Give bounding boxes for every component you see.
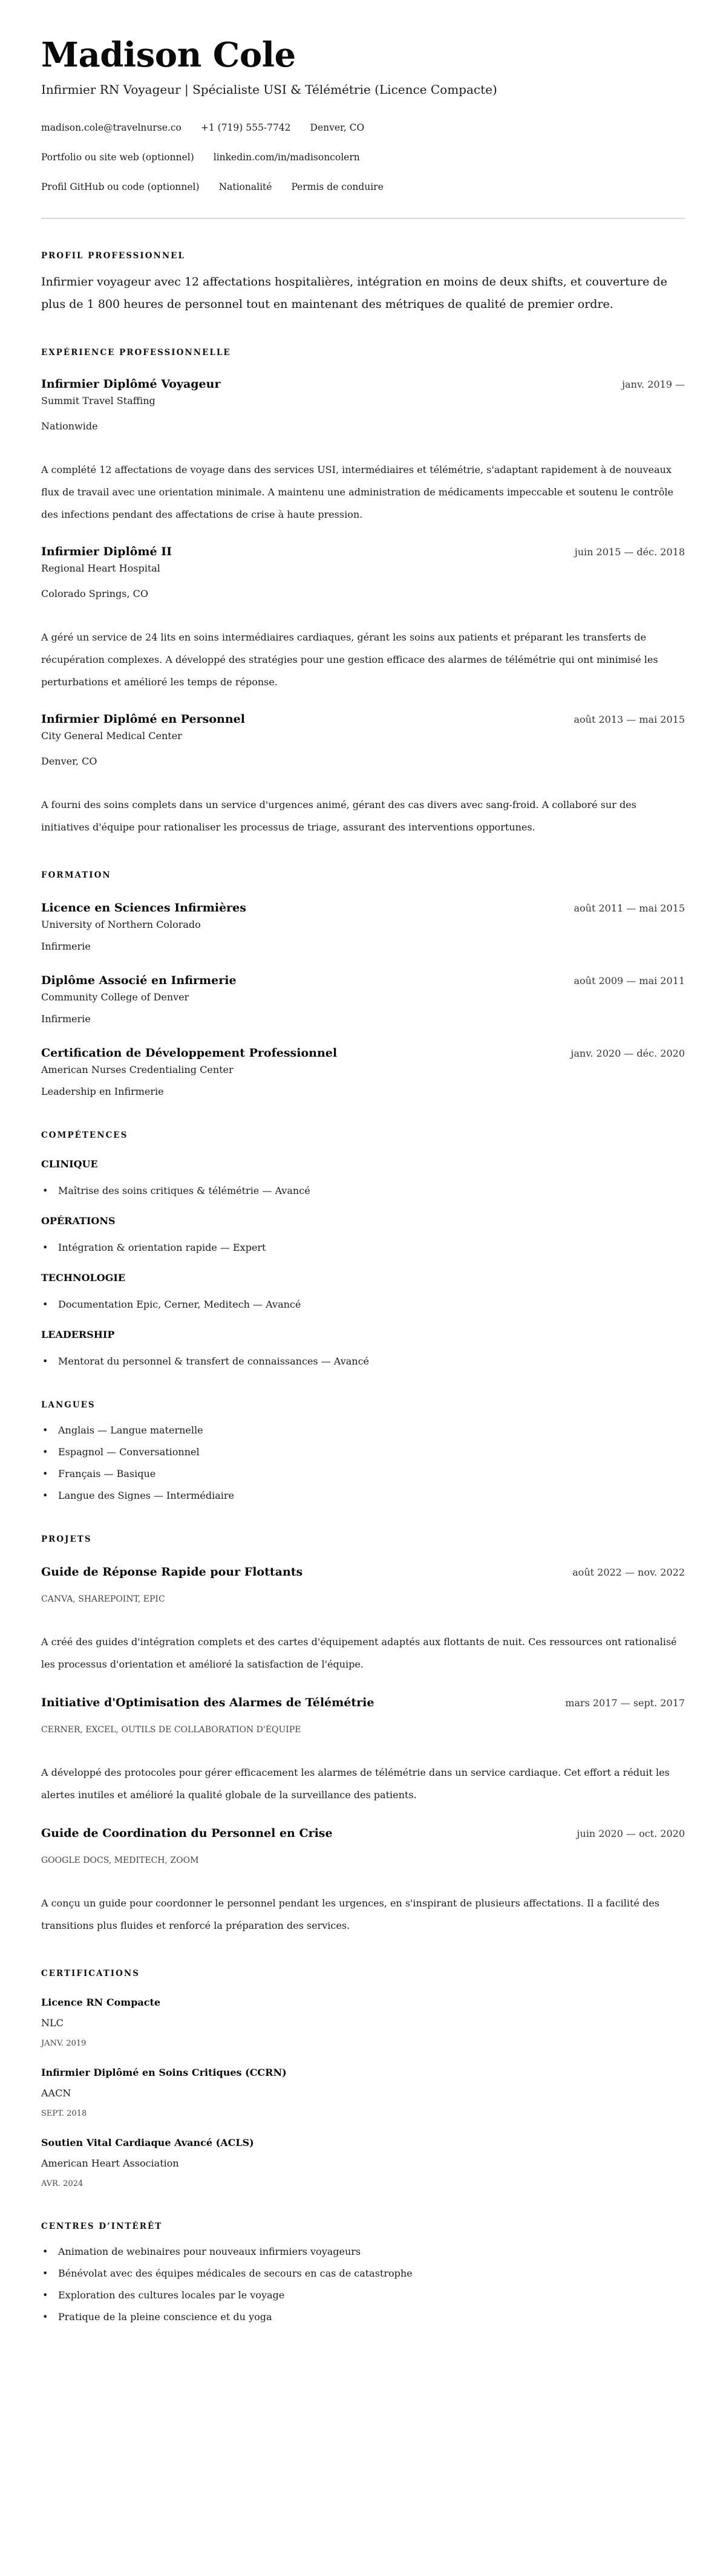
skill-item: • Maîtrise des soins critiques & télémétrie — Avancé: [41, 1184, 685, 1198]
project-entry: [41, 1825, 685, 1937]
certification-date: JANV. 2019: [41, 2039, 87, 2048]
field-of-study: Infirmerie: [41, 941, 91, 952]
projects-section: [41, 1534, 685, 1937]
github-link[interactable]: Profil GitHub ou code (optionnel): [41, 181, 200, 192]
skill-group-title: OPÉRATIONS: [41, 1215, 116, 1227]
linkedin-link[interactable]: linkedin.com/in/madisoncolern: [213, 152, 360, 163]
certification-issuer: American Heart Association: [41, 2157, 179, 2169]
summary-text: Infirmier voyageur avec 12 affectations hospitalières, intégration en moins de deux shifts, et couverture de plus de 1 800 heures de personnel tout en maintenant des métriques de qualité de premier ordre.: [41, 275, 667, 311]
interests-section: [41, 2221, 685, 2324]
project-tech-stack: CERNER, EXCEL, OUTILS DE COLLABORATION D'ÉQUIPE: [41, 1725, 301, 1735]
nationality: Nationalité: [218, 181, 272, 192]
job-location: Nationwide: [41, 420, 98, 432]
certification-entry: [41, 2136, 685, 2190]
section-title: EXPÉRIENCE PROFESSIONNELLE: [41, 348, 231, 357]
headline: Infirmier RN Voyageur | Spécialiste USI & Télémétrie (Licence Compacte): [41, 82, 497, 97]
job-title: Infirmier Diplômé Voyageur: [41, 377, 221, 391]
candidate-name: Madison Cole: [41, 35, 296, 75]
project-entry: [41, 1564, 685, 1675]
resume-header: [41, 35, 685, 219]
language-item: • Français — Basique: [41, 1467, 685, 1481]
education-entry: [41, 900, 685, 953]
email-link[interactable]: madison.cole@travelnurse.co: [41, 122, 182, 133]
section-title: CERTIFICATIONS: [41, 1969, 140, 1978]
experience-entry: [41, 544, 685, 693]
degree-title: Certification de Développement Professionnel: [41, 1046, 338, 1060]
project-description: A développé des protocoles pour gérer efficacement les alarmes de télémétrie dans un service cardiaque. Cet effort a réduit les alertes inutiles et amélioré la qualité globale de la surveillance des patients.: [41, 1767, 670, 1801]
project-entry: [41, 1695, 685, 1806]
certification-name: Infirmier Diplômé en Soins Critiques (CCRN): [41, 2067, 287, 2078]
skill-group: [41, 1158, 685, 1198]
section-title: LANGUES: [41, 1400, 96, 1410]
section-title: PROJETS: [41, 1534, 92, 1544]
experience-entry: [41, 711, 685, 838]
school-name: Community College of Denver: [41, 991, 189, 1003]
certification-issuer: NLC: [41, 2017, 64, 2029]
job-title: Infirmier Diplômé II: [41, 545, 172, 558]
skill-group: [41, 1328, 685, 1368]
interest-item: • Pratique de la pleine conscience et du yoga: [41, 2310, 685, 2324]
education-section: [41, 870, 685, 1098]
certifications-section: [41, 1968, 685, 2190]
project-description: A conçu un guide pour coordonner le personnel pendant les urgences, en s'inspirant de plusieurs affectations. Il a facilité des transitions plus fluides et renforcé la préparation des services.: [41, 1897, 659, 1931]
field-of-study: Leadership en Infirmerie: [41, 1086, 164, 1097]
skill-group: [41, 1215, 685, 1254]
skill-group-title: CLINIQUE: [41, 1158, 98, 1170]
education-dates: août 2009 — mai 2011: [574, 975, 685, 986]
skill-item: • Mentorat du personnel & transfert de connaissances — Avancé: [41, 1355, 685, 1368]
company-name: City General Medical Center: [41, 730, 182, 742]
job-dates: juin 2015 — déc. 2018: [574, 546, 685, 558]
project-title: Guide de Coordination du Personnel en Crise: [41, 1827, 333, 1840]
skill-group: [41, 1271, 685, 1311]
contact-row: [41, 151, 685, 164]
contact-row: [41, 180, 685, 194]
language-item: • Anglais — Langue maternelle: [41, 1424, 685, 1437]
education-entry: [41, 1045, 685, 1098]
project-dates: mars 2017 — sept. 2017: [565, 1697, 685, 1709]
language-item: • Langue des Signes — Intermédiaire: [41, 1489, 685, 1502]
project-tech-stack: CANVA, SHAREPOINT, EPIC: [41, 1594, 165, 1604]
job-description: A complété 12 affectations de voyage dans des services USI, intermédiaires et télémétrie, s'adaptant rapidement à de nouveaux flux de travail avec une orientation minimale. A maintenu une administration de médicaments impeccable et soutenu le contrôle des infections pendant des affectations de crise à haute pression.: [41, 464, 673, 520]
interest-item: • Exploration des cultures locales par le voyage: [41, 2289, 685, 2302]
education-dates: janv. 2020 — déc. 2020: [571, 1048, 685, 1059]
project-description: A créé des guides d'intégration complets et des cartes d'équipement adaptés aux flottants de nuit. Ces ressources ont rationalisé les processus d'orientation et amélioré la satisfaction de l'équipe.: [41, 1636, 677, 1670]
skill-item: • Intégration & orientation rapide — Expert: [41, 1241, 685, 1254]
job-location: Denver, CO: [41, 755, 97, 767]
job-description: A fourni des soins complets dans un service d'urgences animé, gérant des cas divers avec sang-froid. A collaboré sur des initiatives d'équipe pour rationaliser les processus de triage, assurant des interventions opportunes.: [41, 799, 636, 833]
certification-entry: [41, 2066, 685, 2119]
phone-number[interactable]: +1 (719) 555-7742: [200, 122, 291, 133]
certification-name: Soutien Vital Cardiaque Avancé (ACLS): [41, 2137, 254, 2148]
skills-section: [41, 1130, 685, 1368]
certification-date: SEPT. 2018: [41, 2109, 87, 2118]
skill-group-title: TECHNOLOGIE: [41, 1272, 126, 1283]
experience-section: [41, 347, 685, 838]
degree-title: Licence en Sciences Infirmières: [41, 901, 246, 915]
section-title: FORMATION: [41, 870, 111, 880]
location: Denver, CO: [310, 122, 365, 133]
job-title: Infirmier Diplômé en Personnel: [41, 712, 245, 726]
section-title: CENTRES D’INTÉRÊT: [41, 2222, 163, 2231]
skill-group-title: LEADERSHIP: [41, 1329, 115, 1340]
job-dates: août 2013 — mai 2015: [574, 714, 685, 725]
contact-info: [41, 121, 685, 194]
summary-section: [41, 250, 685, 316]
job-description: A géré un service de 24 lits en soins intermédiaires cardiaques, gérant les soins aux patients et préparant les transferts de récupération complexes. A développé des stratégies pour une gestion efficace des alarmes de télémétrie qui ont minimisé les perturbations et amélioré les temps de réponse.: [41, 631, 658, 688]
project-tech-stack: GOOGLE DOCS, MEDITECH, ZOOM: [41, 1856, 199, 1865]
section-title: PROFIL PROFESSIONNEL: [41, 251, 185, 261]
certification-name: Licence RN Compacte: [41, 1997, 161, 2008]
job-location: Colorado Springs, CO: [41, 588, 149, 599]
portfolio-link[interactable]: Portfolio ou site web (optionnel): [41, 152, 194, 163]
project-dates: août 2022 — nov. 2022: [572, 1567, 685, 1578]
school-name: American Nurses Credentialing Center: [41, 1064, 234, 1075]
certification-date: AVR. 2024: [41, 2179, 83, 2188]
education-entry: [41, 973, 685, 1026]
education-dates: août 2011 — mai 2015: [574, 902, 685, 914]
drivers-license: Permis de conduire: [291, 181, 384, 192]
language-list: [41, 1424, 685, 1502]
degree-title: Diplôme Associé en Infirmerie: [41, 974, 237, 987]
interest-item: • Animation de webinaires pour nouveaux infirmiers voyageurs: [41, 2245, 685, 2258]
job-dates: janv. 2019 —: [622, 379, 685, 390]
skill-item: • Documentation Epic, Cerner, Meditech — Avancé: [41, 1298, 685, 1311]
contact-row: [41, 121, 685, 134]
interests-list: [41, 2245, 685, 2324]
school-name: University of Northern Colorado: [41, 919, 201, 930]
section-title: COMPÉTENCES: [41, 1130, 128, 1140]
header-divider: [41, 218, 685, 219]
experience-entry: [41, 376, 685, 526]
company-name: Regional Heart Hospital: [41, 562, 160, 574]
field-of-study: Infirmerie: [41, 1013, 91, 1025]
project-dates: juin 2020 — oct. 2020: [577, 1828, 685, 1839]
certification-entry: [41, 1996, 685, 2049]
interest-item: • Bénévolat avec des équipes médicales de secours en cas de catastrophe: [41, 2267, 685, 2280]
certification-issuer: AACN: [41, 2087, 71, 2099]
language-item: • Espagnol — Conversationnel: [41, 1446, 685, 1459]
company-name: Summit Travel Staffing: [41, 395, 155, 406]
project-title: Guide de Réponse Rapide pour Flottants: [41, 1565, 303, 1579]
languages-section: [41, 1400, 685, 1502]
project-title: Initiative d'Optimisation des Alarmes de Télémétrie: [41, 1696, 374, 1709]
